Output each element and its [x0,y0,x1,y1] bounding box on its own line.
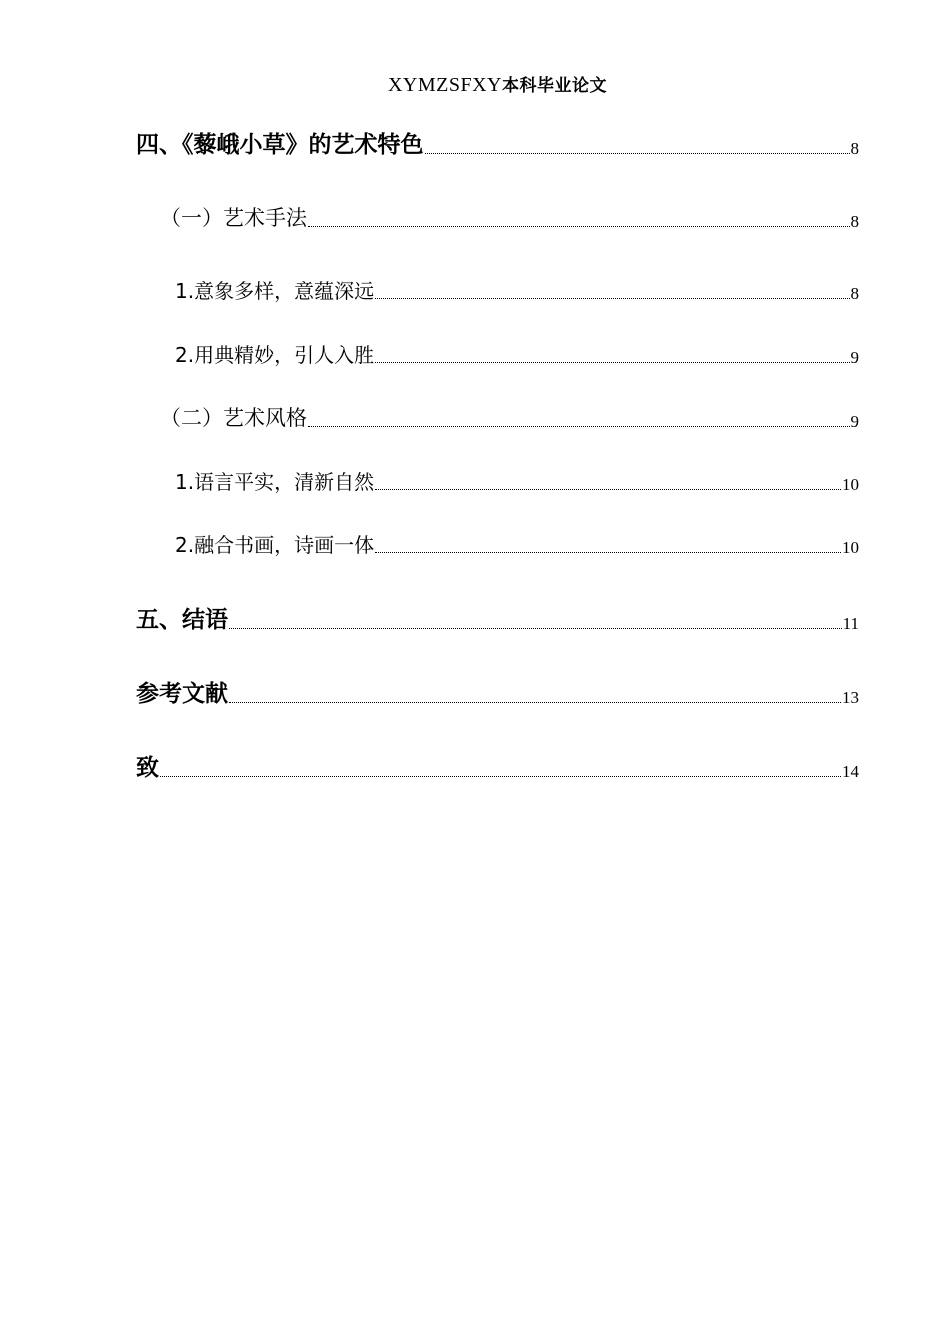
toc-entry-title: 四、《藜峨小草》的艺术特色 [136,132,424,158]
toc-dot-leader [425,152,850,154]
toc-entry-section-4-1[interactable] [160,202,859,232]
toc-entry-title: （一）艺术手法 [160,206,307,230]
toc-dot-leader [160,775,841,777]
toc-page-number: 11 [842,614,859,633]
toc-page-number: 8 [850,139,859,158]
toc-entry-title: 2.用典精妙，引人入胜 [175,343,375,367]
toc-page-number: 8 [850,284,859,303]
toc-entry-subsection-4-1-2[interactable] [175,339,859,368]
toc-entry-title: 2.融合书画，诗画一体 [175,533,375,557]
running-header [0,72,950,99]
toc-entry-subsection-4-2-1[interactable] [175,466,859,495]
toc-entry-acknowledgements[interactable] [136,749,859,782]
toc-entry-title: （二）艺术风格 [160,406,307,430]
header-code: XYMZSFXY [387,74,503,96]
toc-entry-subsection-4-1-1[interactable] [175,275,859,304]
toc-dot-leader [308,225,850,227]
header-title: 本科毕业论文 [502,76,608,96]
toc-dot-leader [375,297,849,299]
toc-page-number: 8 [850,212,859,231]
toc-page-number: 13 [842,688,859,707]
toc-page-number: 10 [842,475,859,494]
toc-dot-leader [375,551,841,553]
toc-entry-title: 五、结语 [136,607,228,633]
toc-page-number: 14 [842,762,859,781]
toc-entry-title: 致 [136,755,159,781]
toc-dot-leader [229,627,842,629]
toc-entry-chapter-4[interactable] [136,126,859,159]
toc-dot-leader [375,361,849,363]
toc-entry-title: 1.语言平实，清新自然 [175,470,375,494]
toc-entry-section-4-2[interactable] [160,402,859,432]
toc-entry-title: 参考文献 [136,681,228,707]
toc-page-number: 9 [850,348,859,367]
toc-dot-leader [229,701,841,703]
toc-entry-references[interactable] [136,675,859,708]
toc-page-number: 9 [850,412,859,431]
toc-dot-leader [308,425,850,427]
toc-entry-chapter-5[interactable] [136,601,859,634]
toc-page-number: 10 [842,538,859,557]
toc-entry-subsection-4-2-2[interactable] [175,529,859,558]
toc-entry-title: 1.意象多样，意蕴深远 [175,279,375,303]
toc-dot-leader [375,488,841,490]
